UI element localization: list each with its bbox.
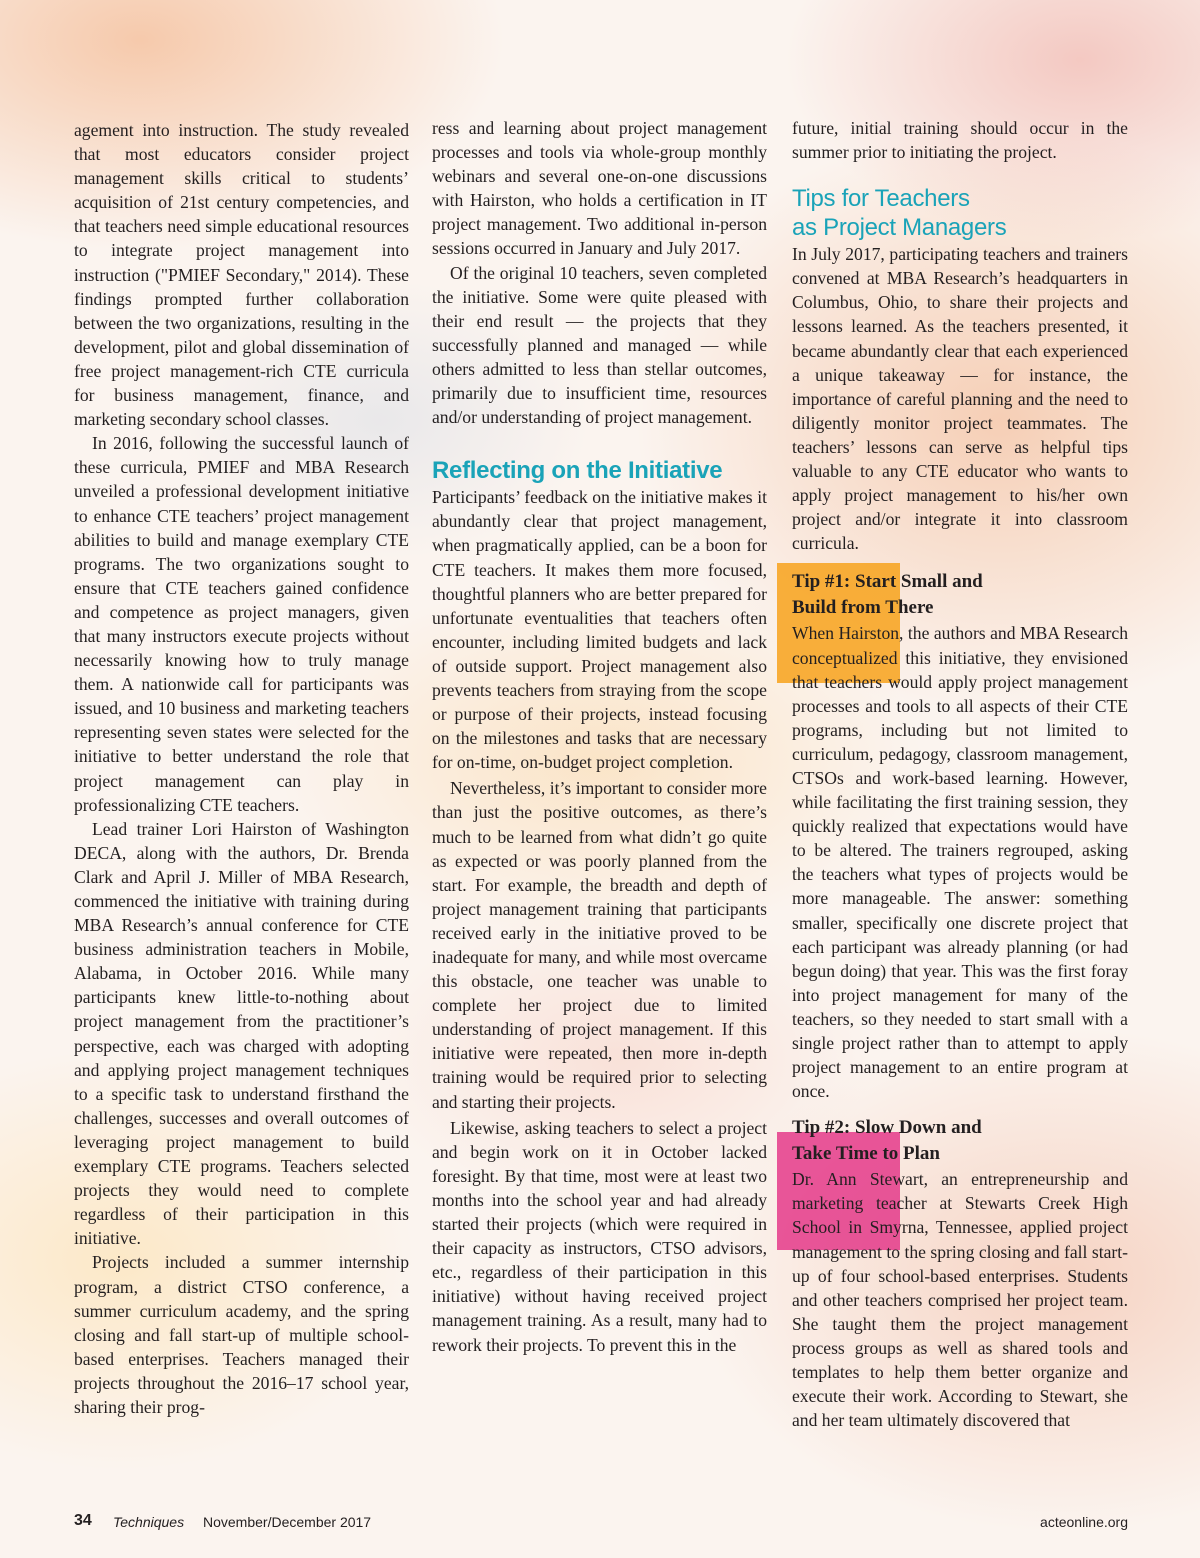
section-heading-line: Tips for Teachers xyxy=(792,185,970,213)
paragraph: Likewise, asking teachers to select a project and begin work on it in October lacked foresight. By that time, most were at least two months into the school year and had already started their projects (which were required in their capacity as instructors, CTSO advisors, etc., regardless of their participation in this initiative) without having received project management training. As a result, many had to rework their projects. To prevent this in the xyxy=(432,1117,767,1355)
section-heading: Reflecting on the Initiative xyxy=(432,457,723,485)
site-url[interactable]: acteonline.org xyxy=(1040,1514,1128,1530)
page-number: 34 xyxy=(74,1512,92,1529)
paragraph: future, initial training should occur in the summer prior to initiating the project. xyxy=(792,118,1128,163)
paragraph: Dr. Ann Stewart, an entrepreneurship and marketing teacher at Stewarts Creek High School in Smyrna, Tennessee, applied project management to the spring closing and fall start-up of four school-based enterprises. Students and other teachers comprised her project team. She taught them the project management process groups as well as shared tools and templates to help them better organize and execute their work. According to Stewart, she and her team ultimately discovered that xyxy=(792,1169,1128,1431)
tip-heading-line: Build from There xyxy=(792,597,934,619)
paragraph: In July 2017, participating teachers and trainers convened at MBA Research’s headquarters in Columbus, Ohio, to share their projects and lessons learned. As the teachers presented, it became abundantly clear that each experienced a unique takeaway — for instance, the importance of careful planning and the need to diligently monitor project teammates. The teachers’ lessons can serve as helpful tips valuable to any CTE educator who wants to apply project management to his/her own project and/or integrate it into classroom curricula. xyxy=(792,244,1128,554)
article-column-1 xyxy=(74,118,409,1419)
magazine-title: Techniques xyxy=(113,1514,185,1530)
tip-heading-line: Tip #2: Slow Down and xyxy=(792,1117,982,1139)
paragraph: ress and learning about project management processes and tools via whole-group monthly webinars and several one-on-one discussions with Hairston, who holds a certification in IT project management. Two additional in-person sessions occurred in January and July 2017. xyxy=(432,118,767,259)
section-heading-line: as Project Managers xyxy=(792,214,1007,242)
tip-heading-line: Tip #1: Start Small and xyxy=(792,571,983,593)
paragraph: Nevertheless, it’s important to consider more than just the positive outcomes, as there’s much to be learned from what didn’t go quite as expected or was poorly planned from the start. For example, the breadth and depth of project management training that participants received early in the initiative proved to be inadequate for many, and while most overcame this obstacle, one teacher was unable to complete her project due to limited understanding of project management. If this initiative were repeated, then more in-depth training would be required prior to selecting and starting their projects. xyxy=(432,778,767,1112)
paragraph: Projects included a summer internship program, a district CTSO conference, a summer curriculum academy, and the spring closing and fall start-up of multiple school-based enterprises. Teachers managed their projects throughout the 2016–17 school year, sharing their prog- xyxy=(74,1252,409,1417)
section-heading xyxy=(792,184,1128,242)
article-column-3 xyxy=(792,116,1128,1432)
tip-heading-line: Take Time to Plan xyxy=(792,1143,940,1165)
paragraph: agement into instruction. The study revealed that most educators consider project management skills critical to students’ acquisition of 21st century competencies, and that teachers need simple educational resources to integrate project management into instruction ("PMIEF Secondary," 2014). These findings prompted further collaboration between the two organizations, resulting in the development, pilot and global dissemination of free project management-rich CTE curricula for business management, finance, and marketing secondary school classes. xyxy=(74,120,409,430)
paragraph: In 2016, following the successful launch of these curricula, PMIEF and MBA Research unveiled a professional development initiative to enhance CTE teachers’ project management abilities to build and manage exemplary CTE programs. The two organizations sought to ensure that CTE teachers gained confidence and competence as project managers, given that many instructors execute projects without necessarily knowing how to truly manage them. A nationwide call for participants was issued, and 10 business and marketing teachers representing seven states were selected for the initiative to better understand the role that project management can play in professionalizing CTE teachers. xyxy=(74,433,409,815)
paragraph: Participants’ feedback on the initiative makes it abundantly clear that project management, when pragmatically applied, can be a boon for CTE teachers. It makes them more focused, thoughtful planners who are better prepared for unfortunate eventualities that teachers often encounter, including limited budgets and lack of outside support. Project management also prevents teachers from straying from the scope or purpose of their projects, instead focusing on the milestones and tasks that are necessary for on-time, on-budget project completion. xyxy=(432,487,767,773)
tip1-heading xyxy=(792,569,1128,621)
article-column-2 xyxy=(432,116,767,1357)
tip2-heading xyxy=(792,1115,1128,1167)
paragraph: Of the original 10 teachers, seven completed the initiative. Some were quite pleased with their end result — the projects that they successfully planned and managed — while others admitted to less than stellar outcomes, primarily due to insufficient time, resources and/or understanding of project management. xyxy=(432,262,767,428)
paragraph: When Hairston, the authors and MBA Research conceptualized this initiative, they envisioned that teachers would apply project management processes and tools to all aspects of their CTE programs, including but not limited to curriculum, pedagogy, classroom management, CTSOs and work-based learning. However, while facilitating the first training session, they quickly realized that expectations would have to be altered. The trainers regrouped, asking the teachers what types of projects would be more manageable. The answer: something smaller, specifically one discrete project that each participant was already planning (or had begun doing) that year. This was the first foray into project management for many of the teachers, so they needed to start small with a single project rather than to attempt to apply project management to an entire program at once. xyxy=(792,623,1128,1102)
paragraph: Lead trainer Lori Hairston of Washington DECA, along with the authors, Dr. Brenda Clark and April J. Miller of MBA Research, commenced the initiative with training during MBA Research’s annual conference for CTE business administration teachers in Mobile, Alabama, in October 2016. While many participants knew little-to-nothing about project management from the practitioner’s perspective, each was charged with adopting and applying project management techniques to a specific task to understand firsthand the challenges, successes and overall outcomes of leveraging project management to build exemplary CTE programs. Teachers selected projects they would need to complete regardless of their participation in this initiative. xyxy=(74,818,409,1249)
issue-date: November/December 2017 xyxy=(203,1514,372,1530)
